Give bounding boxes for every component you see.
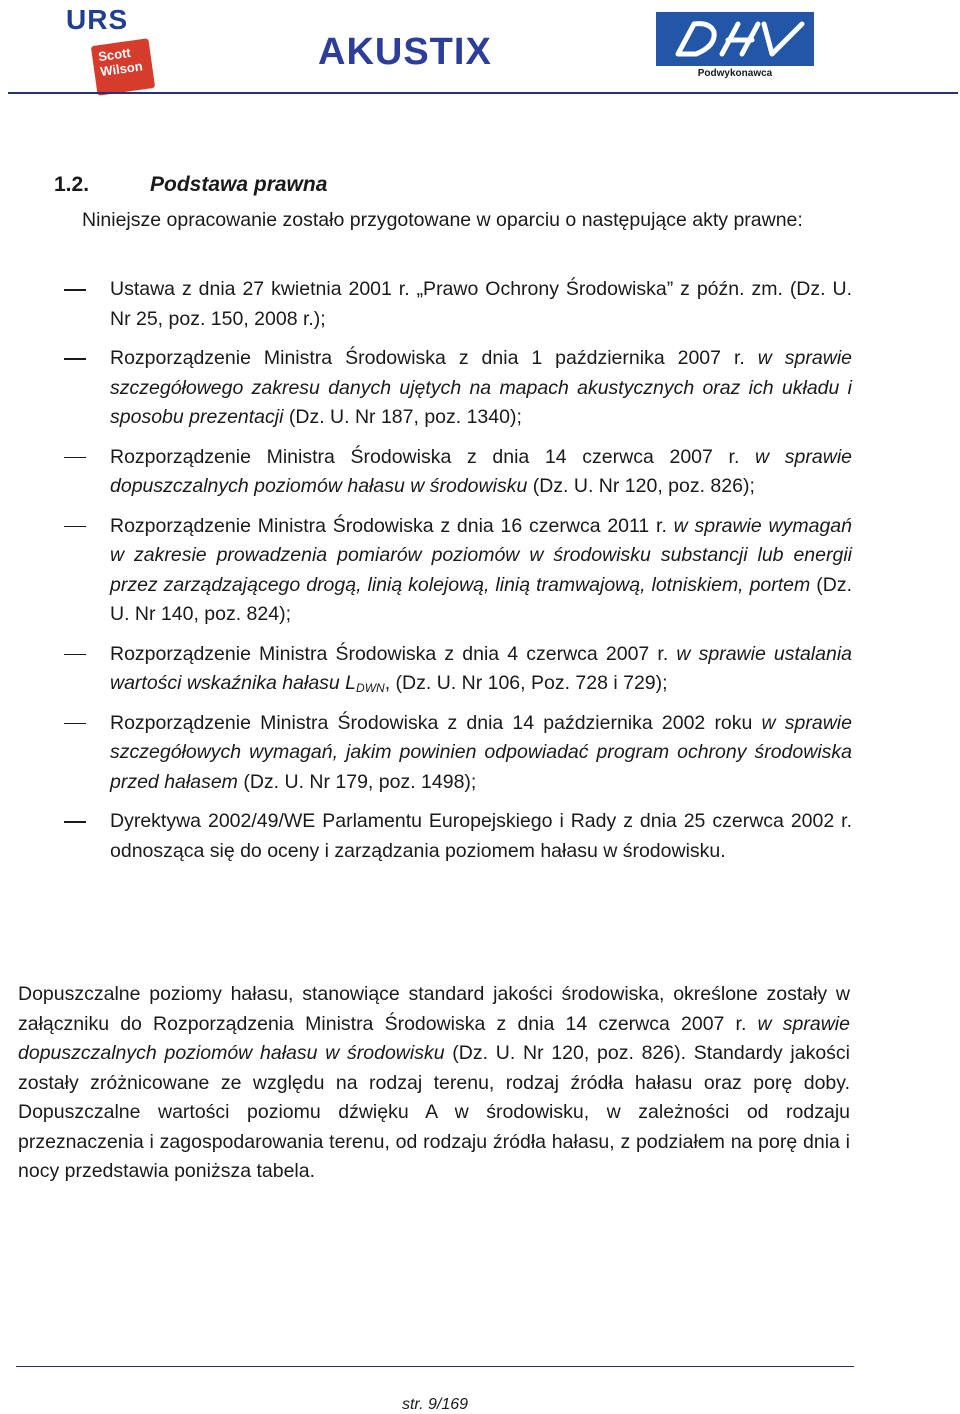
dash-bullet-icon [64, 457, 86, 459]
dhv-caption: Podwykonawca [697, 68, 773, 79]
dash-bullet-icon [64, 821, 86, 823]
act-citation: (Dz. U. Nr 187, poz. 1340); [283, 406, 522, 428]
act-title: w sprawie wymagań w zakresie prowadzenia pomiarów poziomów w środowisku substancji lub energii przez zarządzającego drogą, linią kolejową, linią tramwajową, lotniskiem, portem [110, 514, 852, 596]
act-text: Rozporządzenie Ministra Środowiska z dnia 16 czerwca 2011 r. [110, 514, 674, 537]
dash-bullet-icon [64, 526, 86, 528]
act-text: Rozporządzenie Ministra Środowiska z dnia 14 października 2002 roku [110, 711, 762, 734]
act-title: w sprawie szczegółowych wymagań, jakim powinien odpowiadać program ochrony środowiska przed hałasem [110, 711, 852, 793]
dhv-logo [656, 12, 814, 80]
standards-paragraph [18, 980, 850, 1187]
list-item [0, 807, 852, 866]
list-item [0, 512, 852, 630]
act-title: w sprawie ustalania wartości wskaźnika hałasu L [110, 642, 852, 694]
scott-wilson-badge: Scott Wilson [91, 38, 155, 96]
act-title: w sprawie szczegółowego zakresu danych ujętych na mapach akustycznych oraz ich układu i sposobu prezentacji [110, 347, 852, 428]
page-number: str. 9/169 [401, 1396, 469, 1413]
header-divider [8, 92, 958, 94]
akustix-logo-text: AKUSTIX [318, 31, 492, 73]
list-item [0, 443, 852, 502]
act-text: Rozporządzenie Ministra Środowiska z dnia 4 czerwca 2007 r. [110, 642, 677, 665]
section-heading [54, 171, 327, 199]
act-subscript: DWN [356, 681, 385, 695]
act-citation: (Dz. U. Nr 179, poz. 1498); [237, 770, 477, 793]
page-header [0, 0, 960, 96]
act-title: w sprawie dopuszczalnych poziomów hałasu w środowisku [110, 445, 852, 497]
list-item [0, 640, 852, 699]
section-title: Podstawa prawna [150, 173, 328, 196]
paragraph-text-continued: (Dz. U. Nr 120, poz. 826). Standardy jakości zostały zróżnicowane ze względu na rodzaj terenu, rodzaj źródła hałasu oraz porę doby. Dopuszczalne wartości poziomu dźwięku A w środowisku, w zależności od rodzaju przeznaczenia i zagospodarowania terenu, od rodzaju źródła hałasu, z podziałem na porę dnia i nocy przedstawia poniższa tabela. [18, 1042, 850, 1182]
dash-bullet-icon [64, 654, 86, 656]
urs-logo-text: URS [66, 4, 129, 35]
act-text: Dyrektywa 2002/49/WE Parlamentu Europejskiego i Rady z dnia 25 czerwca 2002 r. odnosząca się do oceny i zarządzania poziomem hałasu w środowisku. [110, 810, 852, 862]
act-citation: , (Dz. U. Nr 106, Poz. 728 i 729); [384, 672, 668, 694]
dash-bullet-icon [64, 289, 86, 291]
dash-bullet-icon [64, 723, 86, 725]
act-text: Ustawa z dnia 27 kwietnia 2001 r. „Prawo Ochrony Środowiska” z późn. zm. (Dz. U. Nr 25, poz. 150, 2008 r.); [110, 278, 852, 330]
list-item [0, 275, 852, 334]
list-item [0, 709, 852, 798]
section-number: 1.2. [54, 173, 90, 196]
legal-acts-list [0, 275, 960, 876]
dhv-logo-mark [656, 12, 814, 66]
act-text: Rozporządzenie Ministra Środowiska z dnia 1 października 2007 r. [110, 347, 758, 369]
paragraph-text: Dopuszczalne poziomy hałasu, stanowiące standard jakości środowiska, określone zostały w załączniku do Rozporządzenia Ministra Środowiska z dnia 14 czerwca 2007 r. [18, 983, 850, 1035]
intro-paragraph: Niniejsze opracowanie zostało przygotowane w oparciu o następujące akty prawne: [82, 209, 803, 231]
act-citation: (Dz. U. Nr 120, poz. 826); [527, 475, 755, 497]
dash-bullet-icon [64, 358, 86, 360]
dhv-logo-box [656, 12, 814, 66]
footer-divider [16, 1366, 854, 1367]
act-text: Rozporządzenie Ministra Środowiska z dnia 14 czerwca 2007 r. [110, 445, 756, 468]
list-item [0, 344, 852, 433]
akustix-logo [318, 24, 504, 72]
urs-scott-wilson-logo [64, 4, 154, 92]
paragraph-act-title: w sprawie dopuszczalnych poziomów hałasu w środowisku [18, 1012, 850, 1064]
act-citation: (Dz. U. Nr 140, poz. 824); [110, 573, 852, 625]
